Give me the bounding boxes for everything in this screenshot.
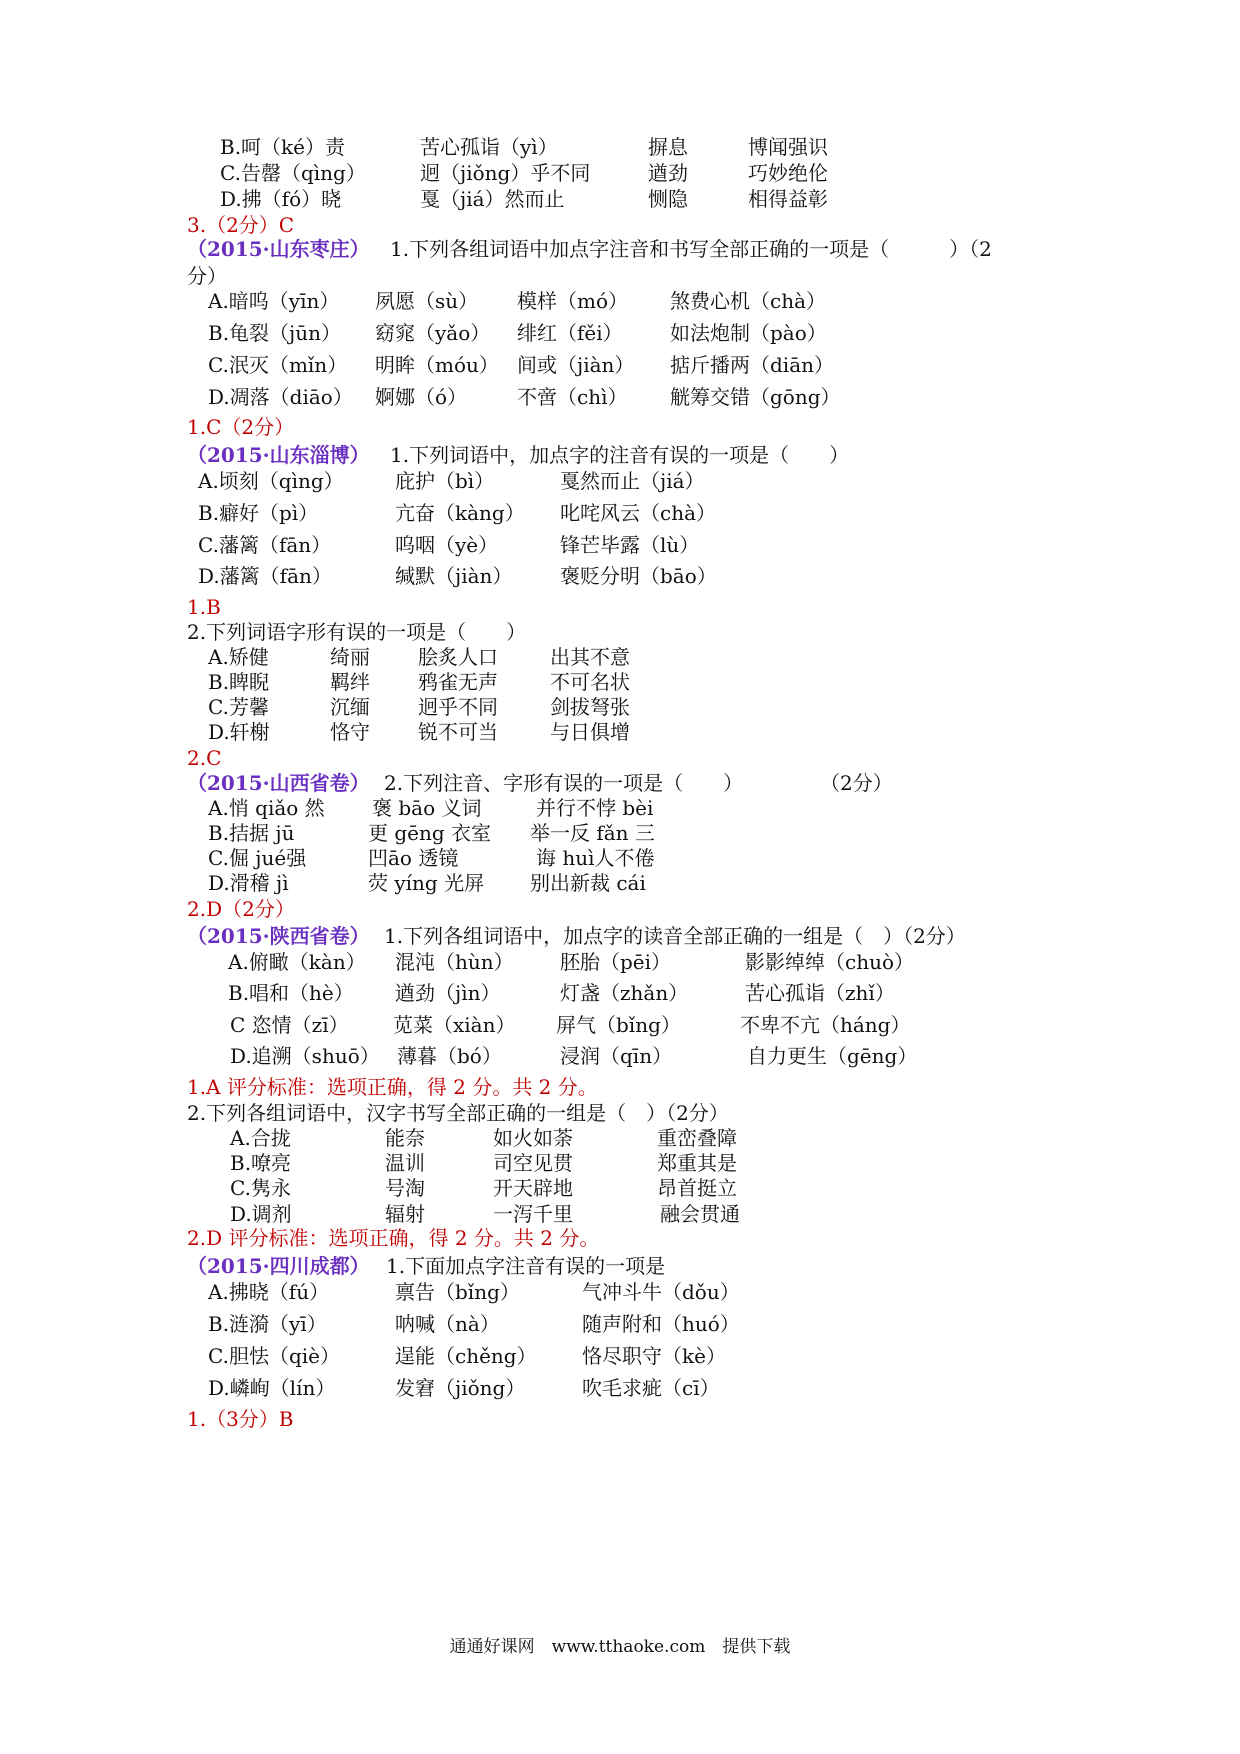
text-segment: 气冲斗牛（dǒu） [582, 1280, 740, 1304]
text-segment: 锋芒毕露（lù） [560, 533, 700, 557]
text-segment: 恪守 [330, 720, 370, 744]
text-segment: C.藩篱（fān） [198, 533, 332, 557]
text-segment: A.暗呜（yīn） [208, 289, 340, 313]
text-segment: 浸润（qīn） [560, 1044, 673, 1068]
text-segment: 迥（jiǒng）乎不同 [420, 161, 591, 185]
text-segment: 禀告（bǐng） [395, 1280, 520, 1304]
text-line [0, 466, 1240, 496]
source-tag: （2015·山东淄博） [187, 443, 370, 467]
source-tag: （2015·山东枣庄） [187, 237, 370, 261]
text-segment: 亢奋（kàng） [395, 501, 525, 525]
text-segment: 屏气（bǐng） [556, 1013, 681, 1037]
text-segment: 能奈 [385, 1126, 425, 1150]
page-footer: 通通好课网 www.tthaoke.com 提供下载 [449, 1637, 791, 1657]
text-segment: D.调剂 [230, 1202, 292, 1226]
text-segment: 窈窕（yǎo） [375, 321, 491, 345]
text-segment: 开天辟地 [493, 1176, 573, 1200]
text-line [0, 530, 1240, 560]
text-segment: 摒息 [648, 135, 688, 159]
text-segment: 戛（jiá）然而止 [420, 187, 565, 211]
text-segment: （2分） [820, 771, 893, 795]
text-segment: 如法炮制（pào） [670, 321, 827, 345]
text-segment: 锐不可当 [418, 720, 498, 744]
text-segment: 夙愿（sù） [375, 289, 479, 313]
text-line [0, 1309, 1240, 1339]
text-segment: 遒劲（jìn） [395, 981, 501, 1005]
text-line [0, 1373, 1240, 1403]
text-segment: 分） [187, 264, 227, 288]
text-segment: 绮丽 [330, 645, 370, 669]
answer-text: 1.A 评分标准：选项正确，得 2 分。共 2 分。 [187, 1075, 598, 1099]
text-segment: 苦心孤诣（zhǐ） [745, 981, 895, 1005]
text-segment: 1.下面加点字注音有误的一项是 [386, 1254, 666, 1278]
text-segment: C.隽永 [230, 1176, 291, 1200]
text-segment: 模样（mó） [517, 289, 629, 313]
source-tag: （2015·四川成都） [187, 1254, 370, 1278]
text-segment: 巧妙绝伦 [748, 161, 828, 185]
text-segment: C.告罄（qìng） [220, 161, 366, 185]
source-tag: （2015·山西省卷） [187, 771, 370, 795]
text-line [0, 947, 1240, 977]
text-segment: 郑重其是 [657, 1151, 737, 1175]
text-segment: 发窘（jiǒng） [395, 1376, 526, 1400]
text-segment: 混沌（hùn） [395, 950, 514, 974]
text-line [0, 318, 1240, 348]
text-segment: 苋菜（xiàn） [393, 1013, 516, 1037]
text-segment: 影影绰绰（chuò） [745, 950, 915, 974]
text-segment: 呜咽（yè） [395, 533, 499, 557]
text-segment: C.胆怯（qiè） [208, 1344, 340, 1368]
text-segment: 如火如荼 [493, 1126, 573, 1150]
text-segment: B.龟裂（jūn） [208, 321, 342, 345]
text-line [0, 1277, 1240, 1307]
text-segment: B.拮据 jū [208, 821, 295, 845]
text-segment: 呐喊（nà） [395, 1312, 500, 1336]
answer-text: 1.C（2分） [187, 415, 295, 439]
text-segment: 觥筹交错（gōng） [670, 385, 841, 409]
answer-text: 2.C [187, 746, 222, 770]
text-segment: A.顷刻（qìng） [198, 469, 344, 493]
text-segment: 剑拔弩张 [550, 695, 630, 719]
text-segment: C 恣情（zī） [230, 1013, 349, 1037]
text-segment: 与日俱增 [550, 720, 630, 744]
text-segment: 间或（jiàn） [517, 353, 635, 377]
text-line [0, 894, 1240, 924]
text-segment: 别出新裁 cái [530, 871, 646, 895]
text-line [0, 1223, 1240, 1253]
text-segment: 迥乎不同 [418, 695, 498, 719]
text-segment: 出其不意 [550, 645, 630, 669]
text-segment: 更 gēng 衣室 [368, 821, 492, 845]
text-line [0, 978, 1240, 1008]
text-segment: C.倔 jué强 [208, 846, 307, 870]
text-segment: A.俯瞰（kàn） [228, 950, 366, 974]
text-segment: D.滑稽 jì [208, 871, 289, 895]
text-segment: 庇护（bì） [395, 469, 495, 493]
text-line [0, 234, 1240, 264]
source-tag: （2015·陕西省卷） [187, 924, 370, 948]
text-line [0, 1041, 1240, 1071]
text-segment: 不啻（chì） [517, 385, 628, 409]
text-segment: 博闻强识 [748, 135, 828, 159]
text-segment: A.拂晓（fú） [208, 1280, 330, 1304]
text-segment: 一泻千里 [493, 1202, 573, 1226]
text-segment: 脍炙人口 [418, 645, 498, 669]
text-segment: 1.下列词语中，加点字的注音有误的一项是（ ） [390, 443, 850, 467]
text-segment: 2.下列注音、字形有误的一项是（ ） [384, 771, 744, 795]
text-segment: 重峦叠障 [657, 1126, 737, 1150]
text-segment: 褒 bāo 义词 [372, 796, 482, 820]
text-segment: B.呵（ké）责 [220, 135, 346, 159]
text-segment: 鸦雀无声 [418, 670, 498, 694]
text-segment: 遒劲 [648, 161, 688, 185]
text-segment: D.凋落（diāo） [208, 385, 353, 409]
text-line [0, 382, 1240, 412]
text-segment: C.泯灭（mǐn） [208, 353, 348, 377]
text-segment: 苦心孤诣（yì） [420, 135, 558, 159]
text-segment: 1.下列各组词语中，加点字的读音全部正确的一组是（ ）（2分） [384, 924, 966, 948]
text-segment: 2.下列各组词语中，汉字书写全部正确的一组是（ ）（2分） [187, 1101, 729, 1125]
text-segment: 逞能（chěng） [395, 1344, 537, 1368]
text-segment: 叱咤风云（chà） [560, 501, 717, 525]
text-segment: 司空见贯 [493, 1151, 573, 1175]
text-segment: 灯盏（zhǎn） [560, 981, 689, 1005]
text-line [0, 561, 1240, 591]
text-segment: 诲 huì人不倦 [536, 846, 655, 870]
text-segment: 并行不悖 bèi [536, 796, 654, 820]
text-segment: 婀娜（ó） [375, 385, 468, 409]
text-line [0, 498, 1240, 528]
text-segment: D.轩榭 [208, 720, 270, 744]
text-segment: A.矫健 [208, 645, 269, 669]
text-line [0, 286, 1240, 316]
text-segment: 举一反 fǎn 三 [530, 821, 655, 845]
text-line [0, 1404, 1240, 1434]
answer-text: 3.（2分）C [187, 213, 295, 237]
text-segment: D.追溯（shuō） [230, 1044, 380, 1068]
text-segment: 温训 [385, 1151, 425, 1175]
text-segment: 恪尽职守（kè） [582, 1344, 726, 1368]
text-segment: A.悄 qiǎo 然 [208, 796, 325, 820]
answer-text: 2.D（2分） [187, 897, 295, 921]
text-segment: 煞费心机（chà） [670, 289, 827, 313]
text-segment: 戛然而止（jiá） [560, 469, 705, 493]
text-segment: C.芳馨 [208, 695, 269, 719]
text-segment: 不卑不亢（háng） [740, 1013, 911, 1037]
text-segment: D.拂（fó）晓 [220, 187, 342, 211]
text-segment: 号淘 [385, 1176, 425, 1200]
text-segment: B.涟漪（yī） [208, 1312, 327, 1336]
text-segment: 吹毛求疵（cī） [582, 1376, 720, 1400]
text-line [0, 350, 1240, 380]
text-segment: B.睥睨 [208, 670, 270, 694]
text-segment: 荧 yíng 光屏 [368, 871, 485, 895]
text-segment: 不可名状 [550, 670, 630, 694]
text-segment: 沉缅 [330, 695, 370, 719]
text-segment: 昂首挺立 [657, 1176, 737, 1200]
text-segment: 薄暮（bó） [397, 1044, 502, 1068]
text-segment: 褒贬分明（bāo） [560, 564, 717, 588]
text-segment: 胚胎（pēi） [560, 950, 672, 974]
answer-text: 1.B [187, 595, 221, 619]
text-segment: B.癖好（pì） [198, 501, 319, 525]
text-segment: B.唱和（hè） [228, 981, 354, 1005]
text-segment: 掂斤播两（diān） [670, 353, 835, 377]
text-segment: 凹āo 透镜 [368, 846, 459, 870]
answer-text: 2.D 评分标准：选项正确，得 2 分。共 2 分。 [187, 1226, 600, 1250]
text-segment: 恻隐 [648, 187, 688, 211]
text-segment: 明眸（móu） [375, 353, 499, 377]
text-segment: 随声附和（huó） [582, 1312, 740, 1336]
text-segment: D.嶙峋（lín） [208, 1376, 336, 1400]
text-segment: 相得益彰 [748, 187, 828, 211]
text-segment: B.嘹亮 [230, 1151, 292, 1175]
text-segment: 1.下列各组词语中加点字注音和书写全部正确的一项是（ ）（2 [390, 237, 992, 261]
text-segment: 2.下列词语字形有误的一项是（ ） [187, 620, 527, 644]
text-segment: 融会贯通 [660, 1202, 740, 1226]
text-segment: 缄默（jiàn） [395, 564, 513, 588]
text-segment: 辐射 [385, 1202, 425, 1226]
text-segment: 绯红（fěi） [517, 321, 623, 345]
text-segment: 自力更生（gēng） [747, 1044, 918, 1068]
answer-text: 1.（3分）B [187, 1407, 294, 1431]
text-line [0, 1010, 1240, 1040]
text-line [0, 1341, 1240, 1371]
text-segment: D.藩篱（fān） [198, 564, 332, 588]
text-line [0, 412, 1240, 442]
text-segment: 羁绊 [330, 670, 370, 694]
text-segment: A.合拢 [230, 1126, 291, 1150]
